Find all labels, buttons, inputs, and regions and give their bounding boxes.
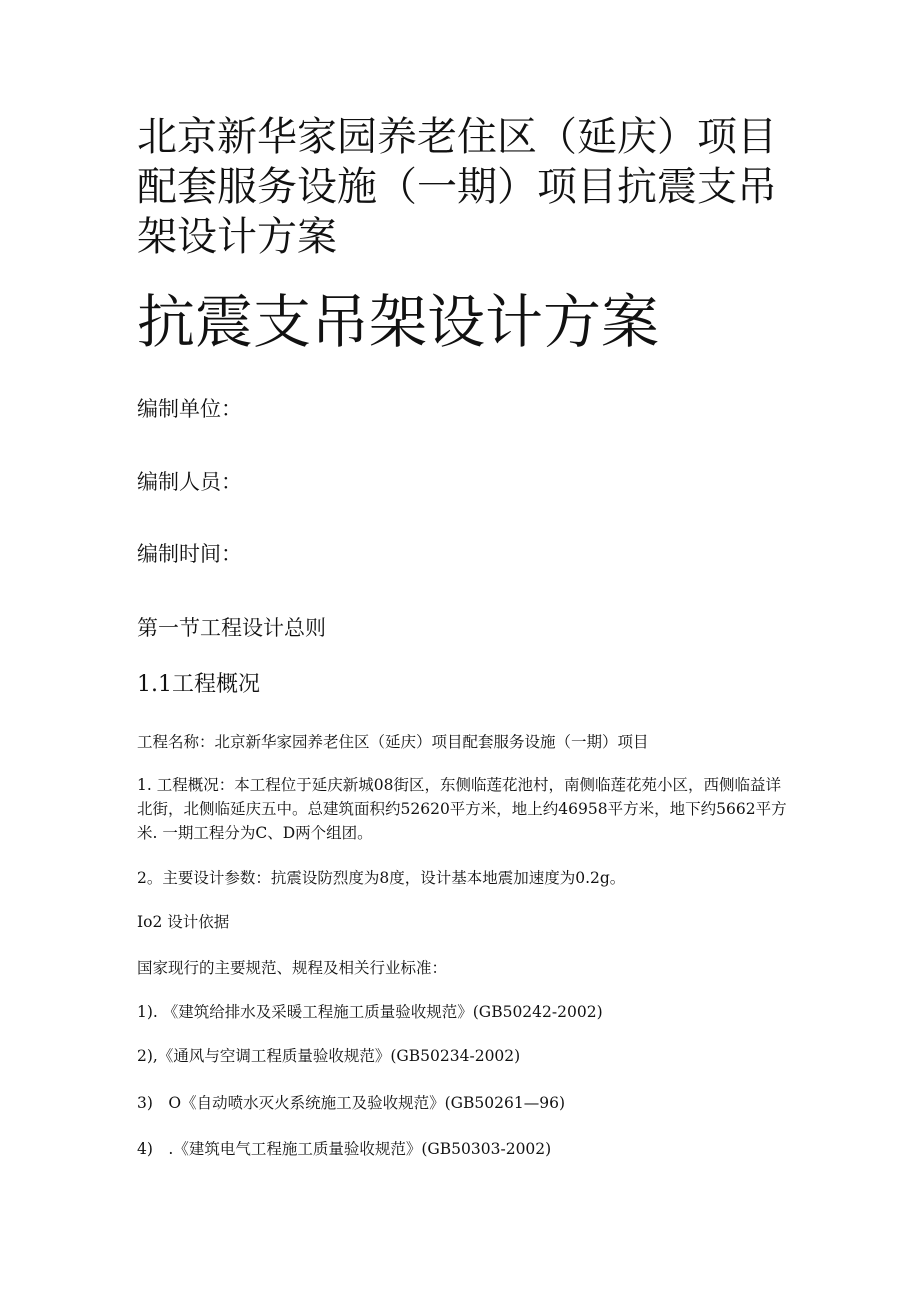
main-heading: 抗震支吊架设计方案	[137, 288, 660, 356]
design-basis-title: Io2 设计依据	[137, 913, 230, 931]
section-title: 第一节工程设计总则	[137, 616, 326, 640]
reference-item: 4) .《建筑电气工程施工质量验收规范》(GB50303-2002)	[137, 1140, 552, 1158]
project-overview: 1. 工程概况：本工程位于延庆新城08街区，东侧临莲花池村，南侧临莲花苑小区，西侧临益详北街，北侧临延庆五中。总建筑面积约52620平方米，地上约46958平方米，地下约5662平方米. 一期工程分为C、D两个组团。	[137, 776, 787, 842]
design-parameters: 2。主要设计参数：抗震设防烈度为8度，设计基本地震加速度为0.2g。	[137, 869, 626, 887]
subsection-title: 1.1工程概况	[137, 672, 260, 697]
reference-item: 2),《通风与空调工程质量验收规范》(GB50234-2002)	[137, 1047, 521, 1065]
field-compilers: 编制人员：	[137, 470, 242, 494]
document-title: 北京新华家园养老住区（延庆）项目配套服务设施（一期）项目抗震支吊架设计方案	[137, 114, 777, 260]
field-compile-time: 编制时间：	[137, 542, 242, 566]
project-name: 工程名称：北京新华家园养老住区（延庆）项目配套服务设施（一期）项目	[137, 733, 649, 751]
reference-item: 3) O《自动喷水灭火系统施工及验收规范》(GB50261—96)	[137, 1094, 566, 1112]
field-compiling-unit: 编制单位：	[137, 397, 242, 421]
standards-intro: 国家现行的主要规范、规程及相关行业标准：	[137, 959, 448, 977]
reference-item: 1). 《建筑给排水及采暖工程施工质量验收规范》(GB50242-2002)	[137, 1003, 603, 1021]
